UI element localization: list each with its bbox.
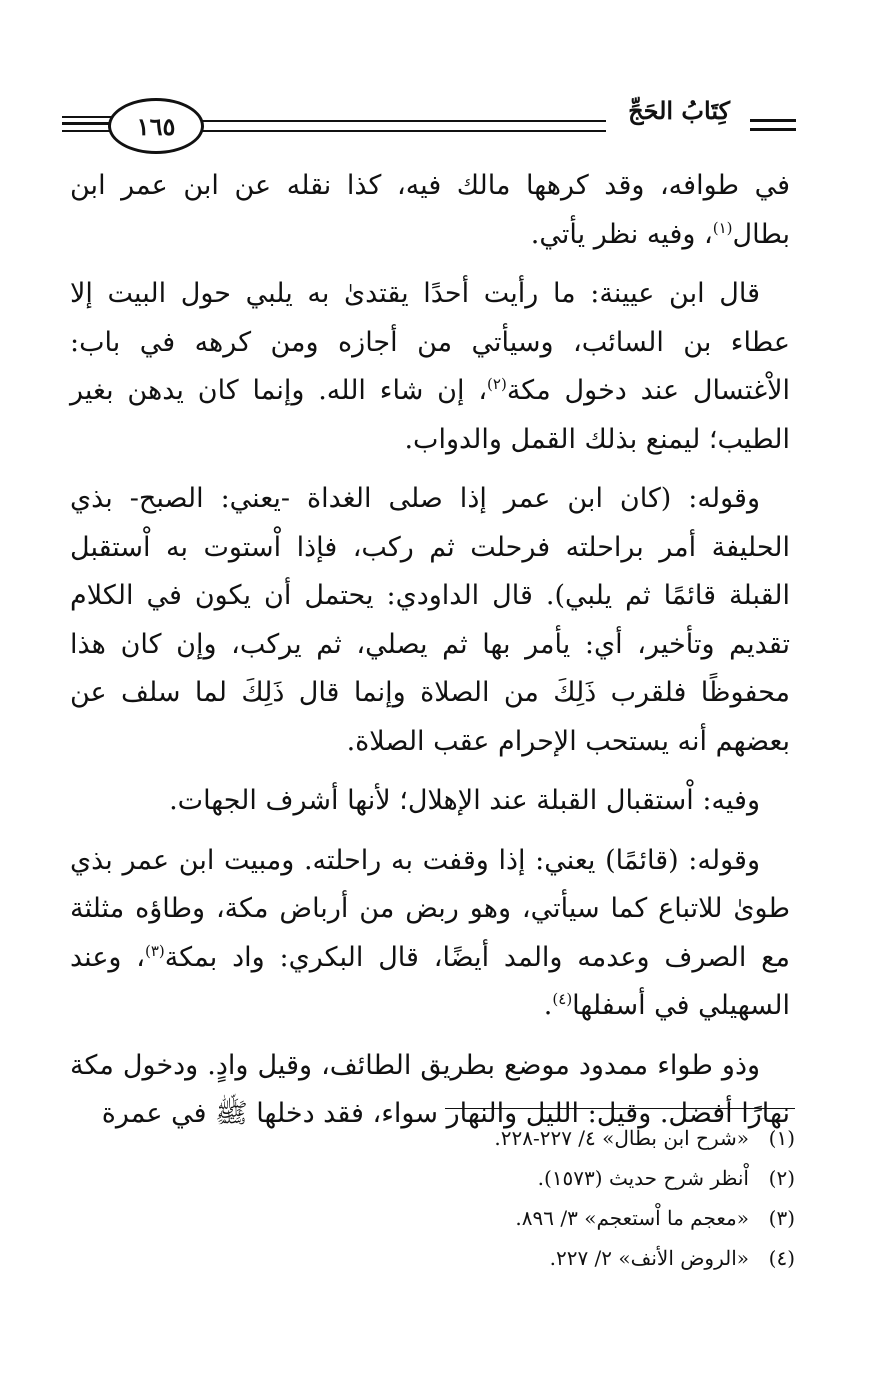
text-segment: وذو طواء ممدود موضع بطريق الطائف، وقيل وادٍ. ودخول مكة نهارًا أفضل. وقيل: الليل والنهار سواء، فقد دخلها ﷺ في عمرة [70, 1049, 790, 1129]
footnote-ref: (٢) [487, 375, 507, 393]
running-title: كِتَابُ الحَجِّ [620, 96, 738, 125]
text-segment: قال ابن عيينة: ما رأيت أحدًا يقتدىٰ به يلبي حول البيت إلا عطاء بن السائب، وسيأتي من أجازه ومن كرهه في باب: الاْغتسال عند دخول مكة [70, 278, 790, 406]
text-segment: وقوله: (قائمًا) يعني: إذا وقفت به راحلته. ومبيت ابن عمر بذي طوىٰ للاتباع كما سيأتي، وهو ربض من أرباض مكة، وطاؤه مثلثة مع الصرف وعدمه والمد أيضًا، قال البكري: واد بمكة [70, 844, 791, 973]
text-segment: . [543, 990, 553, 1021]
text-segment: في طوافه، وقد كرهها مالك فيه، كذا نقله عن ابن عمر ابن بطال [70, 170, 790, 250]
main-text [70, 162, 790, 1150]
footnote-ref: (١) [712, 218, 733, 237]
text-segment: وفيه: اْستقبال القبلة عند الإهلال؛ لأنها أشرف الجهات. [169, 785, 760, 816]
footnote-text: «معجم ما اْستعجم» ٣/ ٨٩٦. [515, 1206, 749, 1230]
header-rule [750, 128, 796, 131]
footnote-text: اْنظر شرح حديث (١٥٧٣). [537, 1166, 749, 1190]
footnote-number: (٢) [768, 1166, 795, 1190]
header-rule [750, 119, 796, 122]
footnote-ref: (٣) [145, 941, 165, 960]
text-segment: وقوله: (كان ابن عمر إذا صلى الغداة -يعني: الصبح- بذي الحليفة أمر براحلته فرحلت ثم ركب، فإذا اْستوت به اْستقبل القبلة قائمًا ثم يلبي). قال الداودي: يحتمل أن يكون في الكلام تقديم وتأخير، أي: يأمر بها ثم يصلي، ثم يركب، وإن كان هذا محفوظًا فلقرب ذَلِكَ من الصلاة وإنما قال ذَلِكَ لما سلف عن بعضهم أنه يستحب الإحرام عقب الصلاة. [70, 483, 790, 757]
footnote-number: (١) [768, 1126, 795, 1150]
footnote-text: «الروض الأنف» ٢/ ٢٢٧. [549, 1246, 749, 1270]
page-header [62, 92, 796, 158]
paragraph [70, 777, 790, 826]
text-segment: ، وعند السهيلي في أسفلها [70, 941, 790, 1021]
footnote [235, 1238, 795, 1278]
paragraph [70, 837, 790, 1031]
footnote [235, 1118, 795, 1158]
footnote-number: (٤) [768, 1246, 795, 1270]
footnotes [235, 1118, 795, 1278]
footnote [235, 1158, 795, 1198]
text-segment: ، إن شاء الله. وإنما كان يدهن بغير الطيب؛ ليمنع بذلك القمل والدواب. [70, 375, 790, 455]
paragraph [70, 475, 790, 766]
footnote-separator [445, 1108, 795, 1109]
footnote-text: «شرح ابن بطال» ٤/ ٢٢٧-٢٢٨. [494, 1126, 749, 1150]
text-segment: ، وفيه نظر يأتي. [530, 218, 713, 250]
paragraph [70, 162, 790, 259]
footnote [235, 1198, 795, 1238]
page-number: ١٦٥ [108, 98, 204, 154]
paragraph [70, 270, 790, 464]
header-double-rule [182, 120, 606, 132]
footnote-ref: (٤) [552, 990, 573, 1008]
footnote-number: (٣) [768, 1206, 795, 1230]
